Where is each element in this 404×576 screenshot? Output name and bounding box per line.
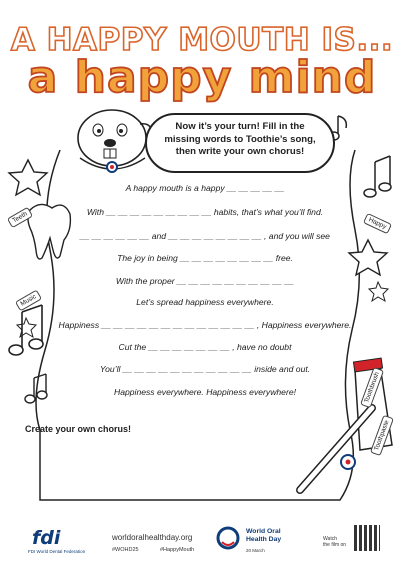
hashtag-happymouth: #HappyMouth	[160, 547, 195, 553]
song-line-8: Cut the __ __ __ __ __ __ __ , have no doubt	[118, 342, 292, 352]
tag-toothbrush: Toothbrush	[360, 367, 384, 409]
chorus-heading: Create your own chorus!	[25, 424, 132, 434]
bubble-line-1: Now it’s your turn! Fill in the	[175, 121, 305, 132]
tag-toothpaste: Toothpaste	[370, 415, 394, 456]
star-small-left	[17, 318, 36, 337]
tag-music: Music	[15, 289, 42, 311]
fdi-subtitle: FDI World Dental Federation	[28, 549, 86, 554]
tag-teeth: Teeth	[7, 207, 33, 228]
watch-film-text	[323, 536, 346, 548]
wohd-title-line-1: World Oral	[246, 528, 281, 535]
song-line-6: Let’s spread happiness everywhere.	[136, 297, 274, 307]
toothie-character	[78, 110, 151, 172]
wohd-title-line-2: Health Day	[246, 535, 282, 543]
speech-bubble-text	[160, 121, 320, 159]
star-small-right	[369, 282, 388, 301]
song-line-3: __ __ __ __ __ __ and __ __ __ __ __ __ __ __ , and you will see	[80, 231, 330, 241]
tag-happy: Happy	[363, 213, 392, 234]
title-line-1: A HAPPY MOUTH IS...	[10, 22, 394, 58]
wohd-title	[246, 528, 281, 543]
website-link[interactable]: worldoralhealthday.org	[112, 533, 193, 542]
song-line-7: Happiness __ __ __ __ __ __ __ __ __ __ __ __ __ , Happiness everywhere.	[58, 320, 352, 330]
watch-line-2: the film on	[323, 542, 347, 548]
song-line-1: A happy mouth is a happy __ __ __ __ __	[125, 183, 285, 193]
title-line-2: a happy mind	[27, 52, 377, 103]
watch-line-1: Watch	[323, 536, 337, 542]
qr-code[interactable]	[354, 525, 380, 551]
song-line-9: You’ll __ __ __ __ __ __ __ __ __ __ __ inside and out.	[99, 364, 311, 374]
song-line-2: With __ __ __ __ __ __ __ __ __ habits, that’s what you’ll find.	[86, 207, 324, 217]
bubble-line-3: then write your own chorus!	[175, 146, 305, 157]
song-line-5: With the proper __ __ __ __ __ __ __ __ __ __	[115, 276, 295, 286]
hashtag-wohd: #WOHD25	[112, 547, 139, 553]
song-line-10: Happiness everywhere. Happiness everywhere!	[114, 387, 296, 397]
song-line-4: The joy in being __ __ __ __ __ __ __ __ free.	[117, 253, 293, 263]
wohd-date: 20 March	[246, 548, 265, 553]
fdi-logo: fdi	[32, 527, 61, 549]
bubble-line-2: missing words to Toothie’s song,	[164, 133, 316, 145]
footer	[0, 520, 404, 576]
